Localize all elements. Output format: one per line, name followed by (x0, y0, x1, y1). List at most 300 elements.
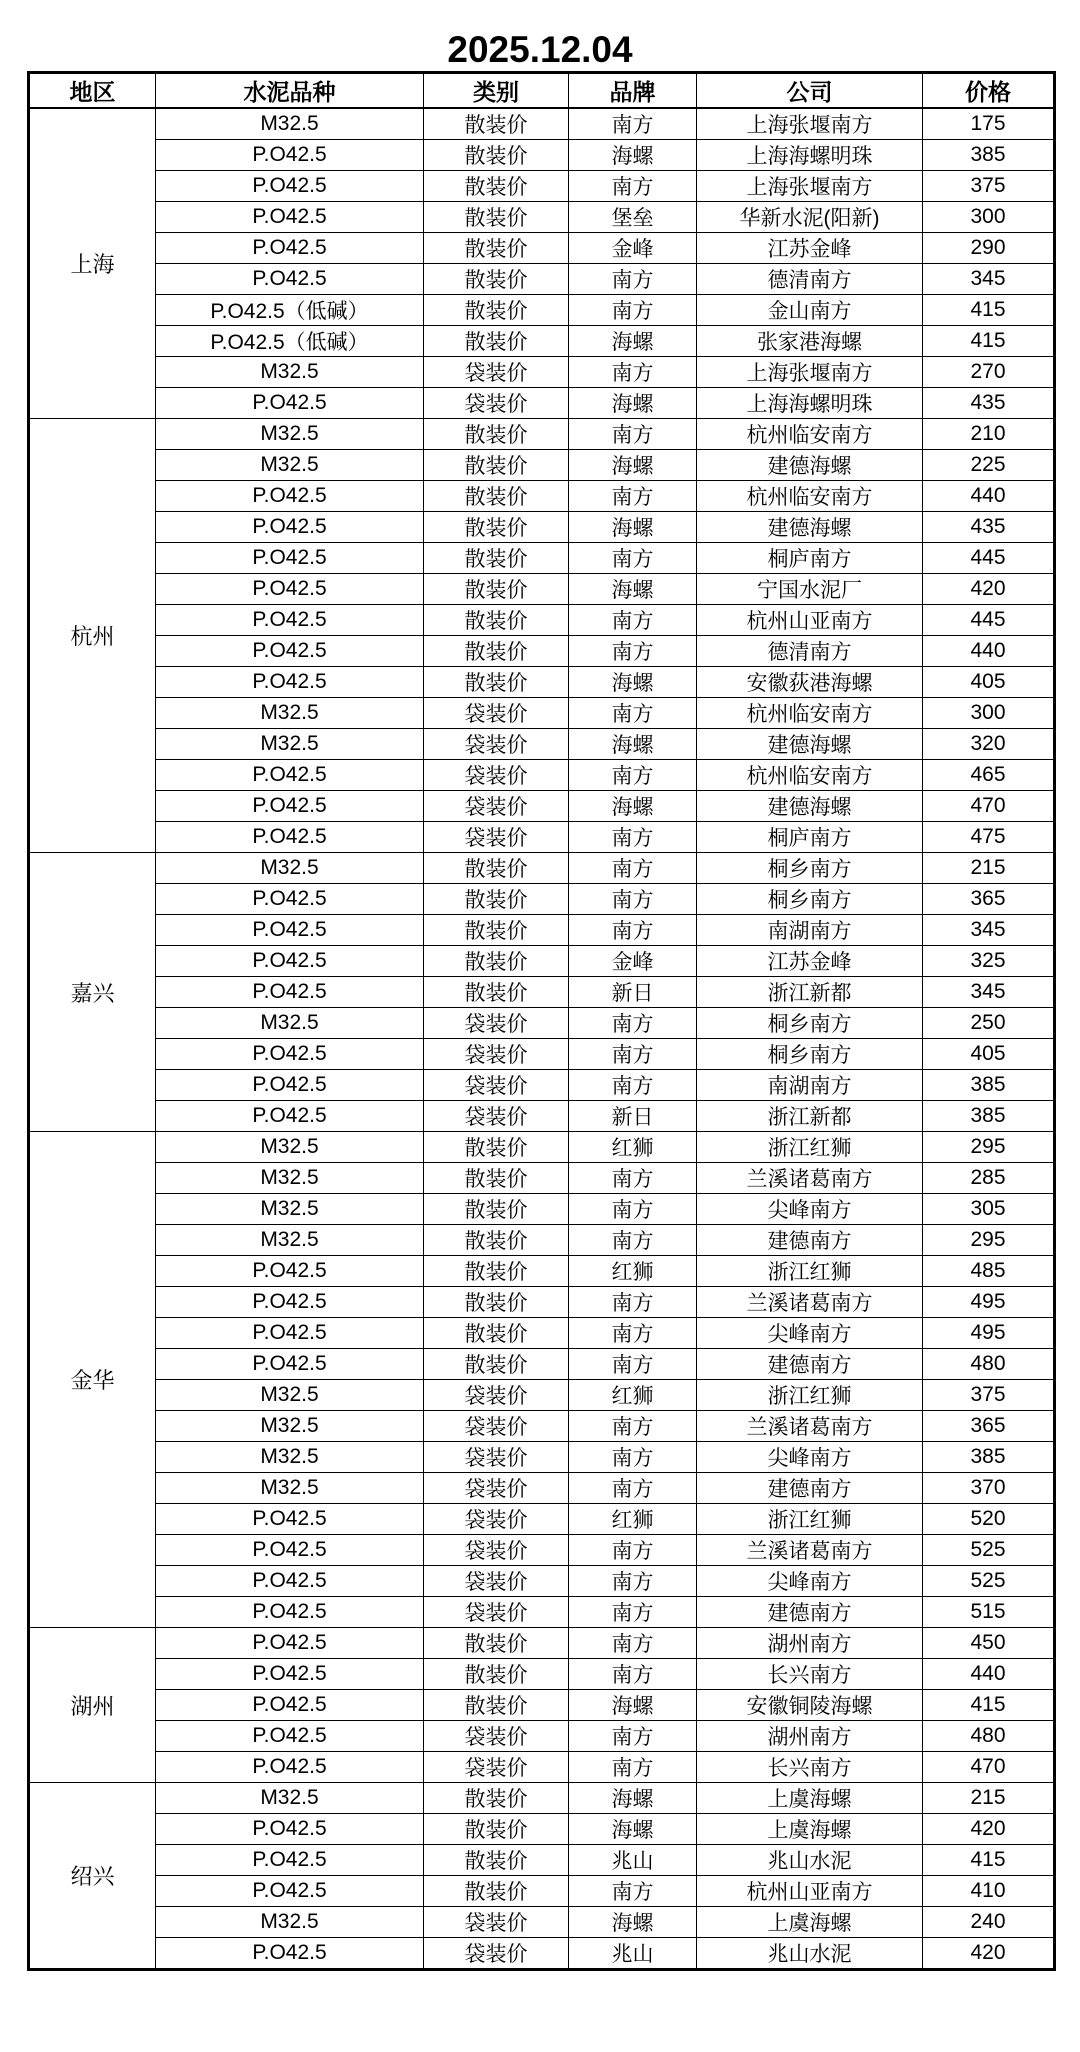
price-cell: 285 (923, 1163, 1055, 1194)
category-cell: 散装价 (424, 1163, 569, 1194)
category-cell: 袋装价 (424, 729, 569, 760)
cement-type-cell: P.O42.5 (156, 171, 424, 202)
company-cell: 华新水泥(阳新) (697, 202, 923, 233)
category-cell: 袋装价 (424, 1411, 569, 1442)
table-row (29, 171, 1055, 202)
cement-type-cell: P.O42.5 (156, 1039, 424, 1070)
company-cell: 建德海螺 (697, 791, 923, 822)
price-cell: 300 (923, 202, 1055, 233)
brand-cell: 南方 (569, 760, 697, 791)
company-cell: 湖州南方 (697, 1628, 923, 1659)
brand-cell: 兆山 (569, 1938, 697, 1970)
table-row (29, 264, 1055, 295)
price-cell: 290 (923, 233, 1055, 264)
category-cell: 散装价 (424, 636, 569, 667)
brand-cell: 南方 (569, 1411, 697, 1442)
category-cell: 散装价 (424, 1845, 569, 1876)
cement-type-cell: P.O42.5 (156, 1504, 424, 1535)
category-cell: 袋装价 (424, 1442, 569, 1473)
cement-type-cell: P.O42.5 (156, 1070, 424, 1101)
table-row (29, 1659, 1055, 1690)
category-cell: 散装价 (424, 450, 569, 481)
cement-type-cell: P.O42.5 (156, 915, 424, 946)
company-cell: 德清南方 (697, 264, 923, 295)
brand-cell: 红狮 (569, 1504, 697, 1535)
price-cell: 270 (923, 357, 1055, 388)
category-cell: 散装价 (424, 853, 569, 884)
category-cell: 袋装价 (424, 1721, 569, 1752)
cement-type-cell: P.O42.5 (156, 1349, 424, 1380)
price-cell: 215 (923, 1783, 1055, 1814)
price-cell: 385 (923, 1070, 1055, 1101)
cement-type-cell: P.O42.5 (156, 977, 424, 1008)
category-cell: 散装价 (424, 326, 569, 357)
brand-cell: 金峰 (569, 233, 697, 264)
table-row (29, 419, 1055, 450)
price-cell: 440 (923, 636, 1055, 667)
brand-cell: 海螺 (569, 667, 697, 698)
brand-cell: 南方 (569, 357, 697, 388)
table-row (29, 946, 1055, 977)
company-cell: 兆山水泥 (697, 1938, 923, 1970)
table-row (29, 233, 1055, 264)
company-cell: 建德南方 (697, 1597, 923, 1628)
cement-type-cell: P.O42.5 (156, 884, 424, 915)
cement-type-cell: P.O42.5 (156, 1566, 424, 1597)
price-cell: 345 (923, 264, 1055, 295)
brand-cell: 南方 (569, 295, 697, 326)
price-cell: 175 (923, 108, 1055, 140)
company-cell: 桐庐南方 (697, 543, 923, 574)
category-cell: 散装价 (424, 140, 569, 171)
company-cell: 浙江红狮 (697, 1132, 923, 1163)
brand-cell: 海螺 (569, 1690, 697, 1721)
table-row (29, 605, 1055, 636)
company-cell: 浙江红狮 (697, 1504, 923, 1535)
price-cell: 225 (923, 450, 1055, 481)
company-cell: 上虞海螺 (697, 1907, 923, 1938)
company-cell: 杭州临安南方 (697, 698, 923, 729)
cement-type-cell: M32.5 (156, 1225, 424, 1256)
category-cell: 散装价 (424, 1318, 569, 1349)
company-cell: 杭州临安南方 (697, 419, 923, 450)
category-cell: 散装价 (424, 605, 569, 636)
cement-type-cell: M32.5 (156, 1163, 424, 1194)
category-cell: 袋装价 (424, 1008, 569, 1039)
table-row (29, 1039, 1055, 1070)
cement-type-cell: M32.5 (156, 1008, 424, 1039)
cement-type-cell: P.O42.5 (156, 1690, 424, 1721)
company-cell: 尖峰南方 (697, 1194, 923, 1225)
brand-cell: 南方 (569, 1225, 697, 1256)
cement-type-cell: M32.5 (156, 419, 424, 450)
price-cell: 495 (923, 1318, 1055, 1349)
brand-cell: 南方 (569, 1566, 697, 1597)
category-cell: 袋装价 (424, 1070, 569, 1101)
cement-type-cell: P.O42.5 (156, 1318, 424, 1349)
price-cell: 345 (923, 977, 1055, 1008)
table-row (29, 1907, 1055, 1938)
brand-cell: 南方 (569, 1318, 697, 1349)
price-cell: 415 (923, 1845, 1055, 1876)
region-cell: 湖州 (29, 1628, 156, 1783)
cement-type-cell: P.O42.5 (156, 822, 424, 853)
brand-cell: 南方 (569, 1070, 697, 1101)
company-cell: 桐乡南方 (697, 884, 923, 915)
company-cell: 兰溪诸葛南方 (697, 1535, 923, 1566)
company-cell: 上海张堰南方 (697, 108, 923, 140)
category-cell: 袋装价 (424, 357, 569, 388)
category-cell: 散装价 (424, 667, 569, 698)
company-cell: 桐乡南方 (697, 853, 923, 884)
cement-type-cell: M32.5 (156, 1907, 424, 1938)
table-row (29, 1349, 1055, 1380)
cement-type-cell: M32.5 (156, 1194, 424, 1225)
price-cell: 365 (923, 1411, 1055, 1442)
company-cell: 南湖南方 (697, 1070, 923, 1101)
brand-cell: 堡垒 (569, 202, 697, 233)
category-cell: 散装价 (424, 233, 569, 264)
table-row (29, 822, 1055, 853)
table-row (29, 729, 1055, 760)
category-cell: 散装价 (424, 884, 569, 915)
category-cell: 散装价 (424, 574, 569, 605)
cement-type-cell: P.O42.5 (156, 760, 424, 791)
table-row (29, 388, 1055, 419)
region-cell: 上海 (29, 108, 156, 419)
table-row (29, 512, 1055, 543)
table-row (29, 1690, 1055, 1721)
price-cell: 365 (923, 884, 1055, 915)
company-cell: 杭州山亚南方 (697, 1876, 923, 1907)
brand-cell: 南方 (569, 1473, 697, 1504)
brand-cell: 海螺 (569, 1907, 697, 1938)
brand-cell: 南方 (569, 1628, 697, 1659)
header-cement-type: 水泥品种 (156, 73, 424, 109)
category-cell: 袋装价 (424, 1597, 569, 1628)
table-row (29, 574, 1055, 605)
category-cell: 散装价 (424, 1349, 569, 1380)
cement-type-cell: P.O42.5 (156, 791, 424, 822)
table-body (29, 108, 1055, 1970)
table-row (29, 1628, 1055, 1659)
brand-cell: 金峰 (569, 946, 697, 977)
company-cell: 德清南方 (697, 636, 923, 667)
table-row (29, 357, 1055, 388)
company-cell: 安徽荻港海螺 (697, 667, 923, 698)
table-row (29, 1132, 1055, 1163)
table-row (29, 1225, 1055, 1256)
brand-cell: 南方 (569, 1163, 697, 1194)
brand-cell: 新日 (569, 977, 697, 1008)
brand-cell: 南方 (569, 915, 697, 946)
company-cell: 建德南方 (697, 1225, 923, 1256)
cement-type-cell: P.O42.5 (156, 1287, 424, 1318)
brand-cell: 南方 (569, 1659, 697, 1690)
price-cell: 250 (923, 1008, 1055, 1039)
company-cell: 张家港海螺 (697, 326, 923, 357)
cement-type-cell: P.O42.5（低碱） (156, 326, 424, 357)
brand-cell: 海螺 (569, 512, 697, 543)
brand-cell: 南方 (569, 1721, 697, 1752)
category-cell: 袋装价 (424, 1535, 569, 1566)
company-cell: 建德南方 (697, 1349, 923, 1380)
price-cell: 405 (923, 667, 1055, 698)
cement-type-cell: P.O42.5 (156, 1876, 424, 1907)
cement-type-cell: P.O42.5 (156, 1721, 424, 1752)
brand-cell: 海螺 (569, 1783, 697, 1814)
table-row (29, 1256, 1055, 1287)
company-cell: 杭州山亚南方 (697, 605, 923, 636)
company-cell: 上虞海螺 (697, 1783, 923, 1814)
region-cell: 绍兴 (29, 1783, 156, 1970)
category-cell: 散装价 (424, 915, 569, 946)
brand-cell: 兆山 (569, 1845, 697, 1876)
table-row (29, 450, 1055, 481)
cement-type-cell: P.O42.5 (156, 1628, 424, 1659)
price-cell: 435 (923, 512, 1055, 543)
table-row (29, 1783, 1055, 1814)
category-cell: 散装价 (424, 1194, 569, 1225)
company-cell: 兰溪诸葛南方 (697, 1287, 923, 1318)
category-cell: 散装价 (424, 543, 569, 574)
brand-cell: 海螺 (569, 326, 697, 357)
company-cell: 南湖南方 (697, 915, 923, 946)
brand-cell: 南方 (569, 108, 697, 140)
company-cell: 尖峰南方 (697, 1318, 923, 1349)
brand-cell: 南方 (569, 1597, 697, 1628)
cement-type-cell: M32.5 (156, 108, 424, 140)
category-cell: 袋装价 (424, 822, 569, 853)
brand-cell: 海螺 (569, 1814, 697, 1845)
table-row (29, 1318, 1055, 1349)
table-row (29, 1721, 1055, 1752)
cement-type-cell: M32.5 (156, 729, 424, 760)
price-cell: 415 (923, 326, 1055, 357)
cement-type-cell: P.O42.5 (156, 1101, 424, 1132)
table-row (29, 698, 1055, 729)
price-cell: 520 (923, 1504, 1055, 1535)
brand-cell: 南方 (569, 884, 697, 915)
company-cell: 浙江新都 (697, 1101, 923, 1132)
table-row (29, 884, 1055, 915)
category-cell: 散装价 (424, 1225, 569, 1256)
brand-cell: 海螺 (569, 791, 697, 822)
brand-cell: 南方 (569, 264, 697, 295)
price-cell: 435 (923, 388, 1055, 419)
category-cell: 散装价 (424, 946, 569, 977)
table-row (29, 326, 1055, 357)
price-cell: 325 (923, 946, 1055, 977)
company-cell: 兰溪诸葛南方 (697, 1411, 923, 1442)
header-category: 类别 (424, 73, 569, 109)
price-cell: 475 (923, 822, 1055, 853)
category-cell: 袋装价 (424, 388, 569, 419)
company-cell: 兰溪诸葛南方 (697, 1163, 923, 1194)
price-cell: 410 (923, 1876, 1055, 1907)
table-row (29, 1442, 1055, 1473)
price-cell: 465 (923, 760, 1055, 791)
company-cell: 尖峰南方 (697, 1442, 923, 1473)
company-cell: 金山南方 (697, 295, 923, 326)
category-cell: 袋装价 (424, 1101, 569, 1132)
price-cell: 345 (923, 915, 1055, 946)
table-row (29, 791, 1055, 822)
category-cell: 袋装价 (424, 1504, 569, 1535)
price-cell: 415 (923, 1690, 1055, 1721)
company-cell: 兆山水泥 (697, 1845, 923, 1876)
company-cell: 江苏金峰 (697, 946, 923, 977)
cement-type-cell: P.O42.5 (156, 1814, 424, 1845)
table-row (29, 1070, 1055, 1101)
category-cell: 散装价 (424, 1256, 569, 1287)
price-cell: 445 (923, 543, 1055, 574)
category-cell: 散装价 (424, 1132, 569, 1163)
cement-type-cell: P.O42.5 (156, 1256, 424, 1287)
brand-cell: 南方 (569, 171, 697, 202)
table-row (29, 1597, 1055, 1628)
price-cell: 480 (923, 1721, 1055, 1752)
table-row (29, 1535, 1055, 1566)
cement-type-cell: P.O42.5 (156, 512, 424, 543)
category-cell: 袋装价 (424, 698, 569, 729)
cement-type-cell: P.O42.5 (156, 1535, 424, 1566)
company-cell: 江苏金峰 (697, 233, 923, 264)
price-cell: 420 (923, 1814, 1055, 1845)
price-cell: 525 (923, 1535, 1055, 1566)
cement-type-cell: P.O42.5 (156, 481, 424, 512)
cement-type-cell: P.O42.5 (156, 1938, 424, 1970)
category-cell: 散装价 (424, 1628, 569, 1659)
category-cell: 散装价 (424, 1783, 569, 1814)
region-cell: 金华 (29, 1132, 156, 1628)
table-row (29, 1845, 1055, 1876)
category-cell: 袋装价 (424, 1907, 569, 1938)
price-cell: 525 (923, 1566, 1055, 1597)
cement-type-cell: P.O42.5 (156, 1597, 424, 1628)
price-cell: 305 (923, 1194, 1055, 1225)
table-row (29, 481, 1055, 512)
category-cell: 袋装价 (424, 1380, 569, 1411)
company-cell: 湖州南方 (697, 1721, 923, 1752)
table-row (29, 1504, 1055, 1535)
company-cell: 尖峰南方 (697, 1566, 923, 1597)
cement-type-cell: M32.5 (156, 1442, 424, 1473)
cement-type-cell: M32.5 (156, 1473, 424, 1504)
brand-cell: 南方 (569, 636, 697, 667)
price-cell: 405 (923, 1039, 1055, 1070)
table-row (29, 1287, 1055, 1318)
price-cell: 385 (923, 1101, 1055, 1132)
brand-cell: 红狮 (569, 1132, 697, 1163)
company-cell: 浙江红狮 (697, 1256, 923, 1287)
company-cell: 长兴南方 (697, 1752, 923, 1783)
brand-cell: 南方 (569, 1349, 697, 1380)
brand-cell: 红狮 (569, 1380, 697, 1411)
company-cell: 建德海螺 (697, 729, 923, 760)
price-cell: 515 (923, 1597, 1055, 1628)
company-cell: 浙江新都 (697, 977, 923, 1008)
company-cell: 杭州临安南方 (697, 760, 923, 791)
header-region: 地区 (29, 73, 156, 109)
category-cell: 袋装价 (424, 1752, 569, 1783)
price-cell: 295 (923, 1225, 1055, 1256)
table-row (29, 1752, 1055, 1783)
table-row (29, 1380, 1055, 1411)
category-cell: 袋装价 (424, 1938, 569, 1970)
brand-cell: 南方 (569, 1194, 697, 1225)
brand-cell: 南方 (569, 853, 697, 884)
cement-type-cell: M32.5 (156, 1380, 424, 1411)
brand-cell: 新日 (569, 1101, 697, 1132)
brand-cell: 南方 (569, 1752, 697, 1783)
cement-type-cell: M32.5 (156, 1411, 424, 1442)
price-cell: 300 (923, 698, 1055, 729)
table-row (29, 202, 1055, 233)
table-row (29, 977, 1055, 1008)
brand-cell: 南方 (569, 698, 697, 729)
brand-cell: 南方 (569, 822, 697, 853)
company-cell: 长兴南方 (697, 1659, 923, 1690)
cement-type-cell: P.O42.5 (156, 1659, 424, 1690)
company-cell: 上海海螺明珠 (697, 388, 923, 419)
brand-cell: 南方 (569, 1039, 697, 1070)
cement-type-cell: P.O42.5 (156, 1845, 424, 1876)
region-cell: 杭州 (29, 419, 156, 853)
category-cell: 散装价 (424, 1876, 569, 1907)
company-cell: 建德海螺 (697, 450, 923, 481)
price-cell: 415 (923, 295, 1055, 326)
category-cell: 袋装价 (424, 1473, 569, 1504)
cement-type-cell: M32.5 (156, 698, 424, 729)
brand-cell: 红狮 (569, 1256, 697, 1287)
company-cell: 桐乡南方 (697, 1039, 923, 1070)
price-cell: 295 (923, 1132, 1055, 1163)
price-cell: 440 (923, 1659, 1055, 1690)
price-cell: 215 (923, 853, 1055, 884)
cement-type-cell: P.O42.5（低碱） (156, 295, 424, 326)
brand-cell: 南方 (569, 1876, 697, 1907)
price-cell: 320 (923, 729, 1055, 760)
brand-cell: 南方 (569, 1535, 697, 1566)
cement-type-cell: P.O42.5 (156, 605, 424, 636)
category-cell: 散装价 (424, 1659, 569, 1690)
table-row (29, 636, 1055, 667)
table-row (29, 1194, 1055, 1225)
table-row (29, 667, 1055, 698)
table-row (29, 1101, 1055, 1132)
table-row (29, 1008, 1055, 1039)
cement-type-cell: M32.5 (156, 357, 424, 388)
price-cell: 385 (923, 140, 1055, 171)
price-cell: 420 (923, 574, 1055, 605)
price-cell: 495 (923, 1287, 1055, 1318)
cement-type-cell: P.O42.5 (156, 636, 424, 667)
table-row (29, 915, 1055, 946)
price-cell: 480 (923, 1349, 1055, 1380)
company-cell: 建德海螺 (697, 512, 923, 543)
brand-cell: 南方 (569, 1287, 697, 1318)
price-cell: 450 (923, 1628, 1055, 1659)
category-cell: 袋装价 (424, 791, 569, 822)
price-cell: 385 (923, 1442, 1055, 1473)
category-cell: 散装价 (424, 295, 569, 326)
cement-type-cell: P.O42.5 (156, 946, 424, 977)
category-cell: 散装价 (424, 481, 569, 512)
brand-cell: 南方 (569, 543, 697, 574)
brand-cell: 南方 (569, 481, 697, 512)
cement-type-cell: P.O42.5 (156, 388, 424, 419)
